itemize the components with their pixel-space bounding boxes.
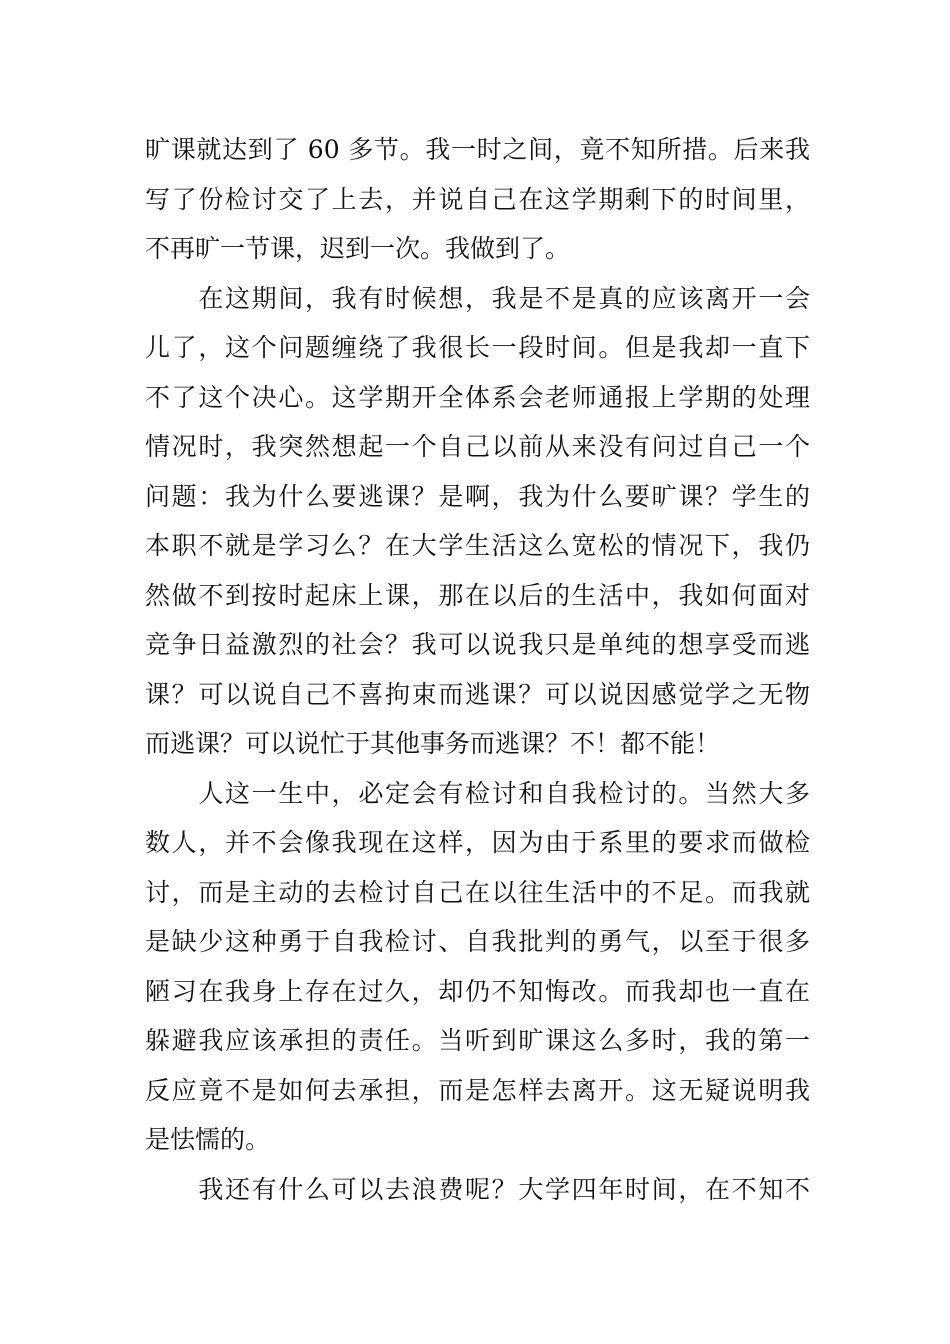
paragraph bbox=[145, 1165, 810, 1215]
text-line: 我还有什么可以去浪费呢？大学四年时间，在不知不 bbox=[145, 1174, 810, 1204]
text-line: 讨，而是主动的去检讨自己在以往生活中的不足。而我就 bbox=[145, 877, 810, 907]
text-line: 在这期间，我有时候想，我是不是真的应该离开一会 bbox=[145, 283, 810, 313]
text-line: 情况时，我突然想起一个自己以前从来没有问过自己一个 bbox=[145, 432, 810, 461]
text-line: 课？可以说自己不喜拘束而逃课？可以说因感觉学之无物 bbox=[145, 679, 810, 709]
text-line: 竞争日益激烈的社会？我可以说我只是单纯的想享受而逃 bbox=[145, 630, 810, 659]
text-line: 人这一生中，必定会有检讨和自我检讨的。当然大多 bbox=[145, 778, 810, 808]
text-line: 不了这个决心。这学期开全体系会老师通报上学期的处理 bbox=[145, 382, 810, 412]
text-line: 陋习在我身上存在过久，却仍不知悔改。而我却也一直在 bbox=[145, 976, 810, 1006]
text-line: 写了份检讨交了上去，并说自己在这学期剩下的时间里， bbox=[145, 184, 810, 214]
text-line: 而逃课？可以说忙于其他事务而逃课？不！都不能！ bbox=[145, 729, 721, 758]
text-line: 反应竟不是如何去承担，而是怎样去离开。这无疑说明我 bbox=[145, 1075, 810, 1105]
text-line: 是怯懦的。 bbox=[145, 1125, 271, 1154]
paragraph bbox=[145, 125, 810, 274]
text-line: 躲避我应该承担的责任。当听到旷课这么多时，我的第一 bbox=[145, 1026, 810, 1055]
paragraph bbox=[145, 769, 810, 1165]
paragraph bbox=[145, 274, 810, 769]
text-line: 然做不到按时起床上课，那在以后的生活中，我如何面对 bbox=[145, 580, 810, 610]
text-line: 不再旷一节课，迟到一次。我做到了。 bbox=[145, 234, 571, 263]
text-line: 儿了，这个问题缠绕了我很长一段时间。但是我却一直下 bbox=[145, 333, 810, 362]
text-line: 是缺少这种勇于自我检讨、自我批判的勇气，以至于很多 bbox=[145, 927, 810, 956]
text-line: 数人，并不会像我现在这样，因为由于系里的要求而做检 bbox=[145, 828, 810, 857]
text-line: 旷课就达到了 60 多节。我一时之间，竟不知所措。后来我 bbox=[145, 135, 810, 164]
text-line: 问题：我为什么要逃课？是啊，我为什么要旷课？学生的 bbox=[145, 481, 810, 511]
text-line: 本职不就是学习么？在大学生活这么宽松的情况下，我仍 bbox=[145, 531, 810, 560]
document-body bbox=[145, 125, 810, 1214]
